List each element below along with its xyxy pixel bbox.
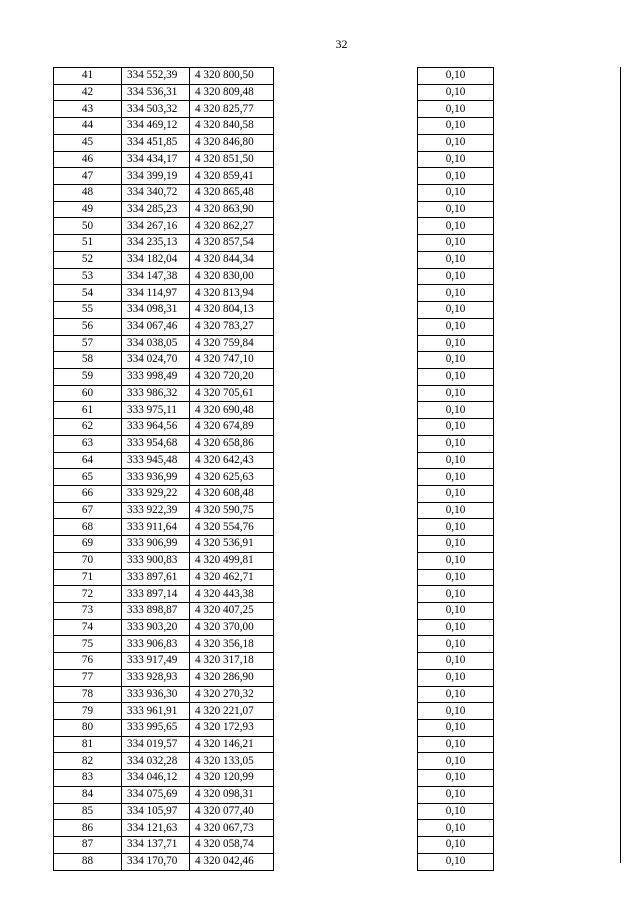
table-row [418, 285, 494, 302]
point-number-cell: 51 [54, 235, 122, 252]
y-coordinate-cell: 4 320 804,13 [190, 302, 274, 319]
x-coordinate-cell: 333 928,93 [122, 669, 190, 686]
x-coordinate-cell: 334 552,39 [122, 68, 190, 85]
y-coordinate-cell: 4 320 865,48 [190, 185, 274, 202]
table-row [418, 435, 494, 452]
point-number-cell: 53 [54, 268, 122, 285]
x-coordinate-cell: 333 911,64 [122, 519, 190, 536]
y-coordinate-cell: 4 320 608,48 [190, 485, 274, 502]
accuracy-cell: 0,10 [418, 101, 494, 118]
accuracy-cell: 0,10 [418, 469, 494, 486]
x-coordinate-cell: 334 114,97 [122, 285, 190, 302]
y-coordinate-cell: 4 320 067,73 [190, 820, 274, 837]
x-coordinate-cell: 334 399,19 [122, 168, 190, 185]
point-number-cell: 79 [54, 703, 122, 720]
page-number: 32 [335, 37, 348, 51]
y-coordinate-cell: 4 320 120,99 [190, 770, 274, 787]
table-row [54, 84, 274, 101]
accuracy-cell: 0,10 [418, 519, 494, 536]
accuracy-cell: 0,10 [418, 84, 494, 101]
table-row [418, 335, 494, 352]
table-row [418, 803, 494, 820]
point-number-cell: 45 [54, 134, 122, 151]
point-number-cell: 43 [54, 101, 122, 118]
table-row [418, 302, 494, 319]
y-coordinate-cell: 4 320 674,89 [190, 419, 274, 436]
table-row [418, 485, 494, 502]
accuracy-cell: 0,10 [418, 402, 494, 419]
point-number-cell: 50 [54, 218, 122, 235]
coordinates-table-body [54, 68, 274, 871]
accuracy-cell: 0,10 [418, 385, 494, 402]
x-coordinate-cell: 333 906,83 [122, 636, 190, 653]
y-coordinate-cell: 4 320 286,90 [190, 669, 274, 686]
table-row [418, 268, 494, 285]
accuracy-cell: 0,10 [418, 837, 494, 854]
y-coordinate-cell: 4 320 846,80 [190, 134, 274, 151]
point-number-cell: 78 [54, 686, 122, 703]
table-row [418, 251, 494, 268]
accuracy-cell: 0,10 [418, 636, 494, 653]
x-coordinate-cell: 334 503,32 [122, 101, 190, 118]
table-row [54, 669, 274, 686]
y-coordinate-cell: 4 320 851,50 [190, 151, 274, 168]
x-coordinate-cell: 334 032,28 [122, 753, 190, 770]
accuracy-cell: 0,10 [418, 118, 494, 135]
table-row [54, 636, 274, 653]
table-row [418, 118, 494, 135]
table-row [418, 151, 494, 168]
x-coordinate-cell: 333 945,48 [122, 452, 190, 469]
x-coordinate-cell: 333 906,99 [122, 536, 190, 553]
table-row [54, 703, 274, 720]
point-number-cell: 72 [54, 586, 122, 603]
y-coordinate-cell: 4 320 042,46 [190, 853, 274, 870]
y-coordinate-cell: 4 320 098,31 [190, 786, 274, 803]
x-coordinate-cell: 334 105,97 [122, 803, 190, 820]
table-row [418, 419, 494, 436]
table-row [54, 201, 274, 218]
table-row [54, 720, 274, 737]
accuracy-cell: 0,10 [418, 352, 494, 369]
point-number-cell: 83 [54, 770, 122, 787]
y-coordinate-cell: 4 320 862,27 [190, 218, 274, 235]
point-number-cell: 54 [54, 285, 122, 302]
table-row [418, 68, 494, 85]
accuracy-cell: 0,10 [418, 586, 494, 603]
table-row [54, 134, 274, 151]
accuracy-cell: 0,10 [418, 151, 494, 168]
y-coordinate-cell: 4 320 863,90 [190, 201, 274, 218]
accuracy-cell: 0,10 [418, 201, 494, 218]
point-number-cell: 68 [54, 519, 122, 536]
table-row [418, 703, 494, 720]
point-number-cell: 56 [54, 318, 122, 335]
table-row [54, 118, 274, 135]
y-coordinate-cell: 4 320 830,00 [190, 268, 274, 285]
y-coordinate-cell: 4 320 783,27 [190, 318, 274, 335]
accuracy-cell: 0,10 [418, 536, 494, 553]
table-row [54, 653, 274, 670]
accuracy-cell: 0,10 [418, 318, 494, 335]
x-coordinate-cell: 333 922,39 [122, 502, 190, 519]
table-row [54, 168, 274, 185]
point-number-cell: 88 [54, 853, 122, 870]
y-coordinate-cell: 4 320 759,84 [190, 335, 274, 352]
y-coordinate-cell: 4 320 590,75 [190, 502, 274, 519]
table-row [418, 619, 494, 636]
accuracy-table-body [418, 68, 494, 871]
table-row [54, 619, 274, 636]
table-row [418, 753, 494, 770]
table-row [54, 218, 274, 235]
table-row [54, 268, 274, 285]
accuracy-cell: 0,10 [418, 218, 494, 235]
x-coordinate-cell: 333 898,87 [122, 603, 190, 620]
table-row [54, 837, 274, 854]
accuracy-cell: 0,10 [418, 820, 494, 837]
y-coordinate-cell: 4 320 840,58 [190, 118, 274, 135]
x-coordinate-cell: 334 536,31 [122, 84, 190, 101]
table-row [54, 469, 274, 486]
accuracy-cell: 0,10 [418, 853, 494, 870]
table-row [54, 151, 274, 168]
x-coordinate-cell: 334 285,23 [122, 201, 190, 218]
table-row [418, 653, 494, 670]
accuracy-cell: 0,10 [418, 268, 494, 285]
point-number-cell: 59 [54, 368, 122, 385]
table-row [54, 385, 274, 402]
x-coordinate-cell: 334 469,12 [122, 118, 190, 135]
point-number-cell: 82 [54, 753, 122, 770]
table-row [418, 385, 494, 402]
accuracy-cell: 0,10 [418, 368, 494, 385]
y-coordinate-cell: 4 320 077,40 [190, 803, 274, 820]
accuracy-cell: 0,10 [418, 68, 494, 85]
table-row [418, 586, 494, 603]
point-number-cell: 76 [54, 653, 122, 670]
table-row [54, 402, 274, 419]
point-number-cell: 75 [54, 636, 122, 653]
accuracy-cell: 0,10 [418, 786, 494, 803]
point-number-cell: 44 [54, 118, 122, 135]
x-coordinate-cell: 333 917,49 [122, 653, 190, 670]
accuracy-cell: 0,10 [418, 736, 494, 753]
y-coordinate-cell: 4 320 747,10 [190, 352, 274, 369]
table-row [418, 502, 494, 519]
x-coordinate-cell: 333 986,32 [122, 385, 190, 402]
x-coordinate-cell: 334 075,69 [122, 786, 190, 803]
vertical-rule [620, 67, 621, 863]
table-row [418, 519, 494, 536]
point-number-cell: 86 [54, 820, 122, 837]
y-coordinate-cell: 4 320 642,43 [190, 452, 274, 469]
table-row [418, 853, 494, 870]
x-coordinate-cell: 333 936,30 [122, 686, 190, 703]
table-row [418, 770, 494, 787]
table-row [418, 686, 494, 703]
x-coordinate-cell: 333 900,83 [122, 552, 190, 569]
accuracy-cell: 0,10 [418, 603, 494, 620]
accuracy-cell: 0,10 [418, 235, 494, 252]
y-coordinate-cell: 4 320 270,32 [190, 686, 274, 703]
y-coordinate-cell: 4 320 462,71 [190, 569, 274, 586]
table-row [418, 218, 494, 235]
point-number-cell: 84 [54, 786, 122, 803]
table-row [54, 235, 274, 252]
x-coordinate-cell: 333 936,99 [122, 469, 190, 486]
x-coordinate-cell: 333 954,68 [122, 435, 190, 452]
table-row [418, 235, 494, 252]
x-coordinate-cell: 333 897,14 [122, 586, 190, 603]
table-row [418, 720, 494, 737]
point-number-cell: 71 [54, 569, 122, 586]
accuracy-cell: 0,10 [418, 803, 494, 820]
accuracy-cell: 0,10 [418, 452, 494, 469]
x-coordinate-cell: 334 267,16 [122, 218, 190, 235]
accuracy-cell: 0,10 [418, 653, 494, 670]
accuracy-cell: 0,10 [418, 302, 494, 319]
y-coordinate-cell: 4 320 690,48 [190, 402, 274, 419]
x-coordinate-cell: 333 903,20 [122, 619, 190, 636]
y-coordinate-cell: 4 320 554,76 [190, 519, 274, 536]
accuracy-cell: 0,10 [418, 619, 494, 636]
table-row [418, 669, 494, 686]
x-coordinate-cell: 334 098,31 [122, 302, 190, 319]
accuracy-cell: 0,10 [418, 669, 494, 686]
y-coordinate-cell: 4 320 800,50 [190, 68, 274, 85]
x-coordinate-cell: 333 998,49 [122, 368, 190, 385]
accuracy-cell: 0,10 [418, 168, 494, 185]
x-coordinate-cell: 333 975,11 [122, 402, 190, 419]
y-coordinate-cell: 4 320 625,63 [190, 469, 274, 486]
table-row [54, 302, 274, 319]
x-coordinate-cell: 334 434,17 [122, 151, 190, 168]
table-row [54, 770, 274, 787]
table-row [54, 803, 274, 820]
table-row [418, 820, 494, 837]
y-coordinate-cell: 4 320 536,91 [190, 536, 274, 553]
accuracy-cell: 0,10 [418, 686, 494, 703]
point-number-cell: 67 [54, 502, 122, 519]
x-coordinate-cell: 333 961,91 [122, 703, 190, 720]
x-coordinate-cell: 333 929,22 [122, 485, 190, 502]
accuracy-cell: 0,10 [418, 569, 494, 586]
y-coordinate-cell: 4 320 356,18 [190, 636, 274, 653]
point-number-cell: 66 [54, 485, 122, 502]
x-coordinate-cell: 334 340,72 [122, 185, 190, 202]
table-row [54, 552, 274, 569]
y-coordinate-cell: 4 320 133,05 [190, 753, 274, 770]
accuracy-cell: 0,10 [418, 185, 494, 202]
table-row [418, 368, 494, 385]
point-number-cell: 47 [54, 168, 122, 185]
y-coordinate-cell: 4 320 857,54 [190, 235, 274, 252]
y-coordinate-cell: 4 320 499,81 [190, 552, 274, 569]
table-row [418, 569, 494, 586]
x-coordinate-cell: 334 451,85 [122, 134, 190, 151]
table-row [418, 736, 494, 753]
y-coordinate-cell: 4 320 172,93 [190, 720, 274, 737]
table-row [54, 786, 274, 803]
accuracy-cell: 0,10 [418, 770, 494, 787]
x-coordinate-cell: 334 024,70 [122, 352, 190, 369]
point-number-cell: 80 [54, 720, 122, 737]
table-row [54, 251, 274, 268]
y-coordinate-cell: 4 320 058,74 [190, 837, 274, 854]
x-coordinate-cell: 334 038,05 [122, 335, 190, 352]
table-row [418, 452, 494, 469]
table-row [418, 536, 494, 553]
accuracy-cell: 0,10 [418, 485, 494, 502]
table-row [418, 552, 494, 569]
accuracy-cell: 0,10 [418, 502, 494, 519]
x-coordinate-cell: 334 182,04 [122, 251, 190, 268]
x-coordinate-cell: 334 170,70 [122, 853, 190, 870]
y-coordinate-cell: 4 320 844,34 [190, 251, 274, 268]
y-coordinate-cell: 4 320 809,48 [190, 84, 274, 101]
y-coordinate-cell: 4 320 813,94 [190, 285, 274, 302]
table-row [418, 318, 494, 335]
point-number-cell: 52 [54, 251, 122, 268]
table-row [54, 185, 274, 202]
point-number-cell: 85 [54, 803, 122, 820]
y-coordinate-cell: 4 320 720,20 [190, 368, 274, 385]
table-row [54, 753, 274, 770]
accuracy-table [417, 67, 494, 871]
table-row [54, 368, 274, 385]
accuracy-cell: 0,10 [418, 720, 494, 737]
x-coordinate-cell: 334 235,13 [122, 235, 190, 252]
point-number-cell: 57 [54, 335, 122, 352]
point-number-cell: 46 [54, 151, 122, 168]
x-coordinate-cell: 334 137,71 [122, 837, 190, 854]
table-row [54, 435, 274, 452]
point-number-cell: 77 [54, 669, 122, 686]
table-row [54, 603, 274, 620]
table-row [54, 101, 274, 118]
point-number-cell: 73 [54, 603, 122, 620]
accuracy-cell: 0,10 [418, 552, 494, 569]
y-coordinate-cell: 4 320 146,21 [190, 736, 274, 753]
point-number-cell: 60 [54, 385, 122, 402]
table-row [418, 84, 494, 101]
point-number-cell: 62 [54, 419, 122, 436]
accuracy-cell: 0,10 [418, 753, 494, 770]
accuracy-cell: 0,10 [418, 335, 494, 352]
table-row [54, 586, 274, 603]
x-coordinate-cell: 334 046,12 [122, 770, 190, 787]
x-coordinate-cell: 333 995,65 [122, 720, 190, 737]
table-row [54, 569, 274, 586]
table-row [54, 736, 274, 753]
table-row [418, 402, 494, 419]
table-row [418, 786, 494, 803]
point-number-cell: 55 [54, 302, 122, 319]
point-number-cell: 69 [54, 536, 122, 553]
table-row [54, 820, 274, 837]
point-number-cell: 70 [54, 552, 122, 569]
table-row [54, 352, 274, 369]
table-row [418, 603, 494, 620]
point-number-cell: 63 [54, 435, 122, 452]
point-number-cell: 64 [54, 452, 122, 469]
table-row [418, 636, 494, 653]
x-coordinate-cell: 334 067,46 [122, 318, 190, 335]
table-row [54, 536, 274, 553]
accuracy-cell: 0,10 [418, 703, 494, 720]
point-number-cell: 49 [54, 201, 122, 218]
table-row [418, 352, 494, 369]
table-row [54, 68, 274, 85]
table-row [418, 201, 494, 218]
point-number-cell: 87 [54, 837, 122, 854]
table-row [54, 318, 274, 335]
table-row [418, 168, 494, 185]
table-row [418, 185, 494, 202]
table-row [418, 101, 494, 118]
table-row [54, 285, 274, 302]
y-coordinate-cell: 4 320 825,77 [190, 101, 274, 118]
table-row [54, 419, 274, 436]
point-number-cell: 74 [54, 619, 122, 636]
x-coordinate-cell: 333 964,56 [122, 419, 190, 436]
coordinates-table [53, 67, 274, 871]
table-row [54, 335, 274, 352]
accuracy-cell: 0,10 [418, 285, 494, 302]
table-row [54, 853, 274, 870]
y-coordinate-cell: 4 320 221,07 [190, 703, 274, 720]
table-row [54, 485, 274, 502]
accuracy-cell: 0,10 [418, 419, 494, 436]
point-number-cell: 81 [54, 736, 122, 753]
table-row [54, 519, 274, 536]
y-coordinate-cell: 4 320 370,00 [190, 619, 274, 636]
table-row [54, 686, 274, 703]
x-coordinate-cell: 334 019,57 [122, 736, 190, 753]
point-number-cell: 48 [54, 185, 122, 202]
point-number-cell: 61 [54, 402, 122, 419]
table-row [418, 837, 494, 854]
accuracy-cell: 0,10 [418, 435, 494, 452]
table-row [54, 452, 274, 469]
table-row [54, 502, 274, 519]
y-coordinate-cell: 4 320 658,86 [190, 435, 274, 452]
accuracy-cell: 0,10 [418, 134, 494, 151]
table-row [418, 469, 494, 486]
y-coordinate-cell: 4 320 317,18 [190, 653, 274, 670]
accuracy-cell: 0,10 [418, 251, 494, 268]
x-coordinate-cell: 334 121,63 [122, 820, 190, 837]
y-coordinate-cell: 4 320 859,41 [190, 168, 274, 185]
table-row [418, 134, 494, 151]
point-number-cell: 65 [54, 469, 122, 486]
x-coordinate-cell: 334 147,38 [122, 268, 190, 285]
point-number-cell: 58 [54, 352, 122, 369]
point-number-cell: 42 [54, 84, 122, 101]
y-coordinate-cell: 4 320 443,38 [190, 586, 274, 603]
y-coordinate-cell: 4 320 705,61 [190, 385, 274, 402]
y-coordinate-cell: 4 320 407,25 [190, 603, 274, 620]
point-number-cell: 41 [54, 68, 122, 85]
x-coordinate-cell: 333 897,61 [122, 569, 190, 586]
